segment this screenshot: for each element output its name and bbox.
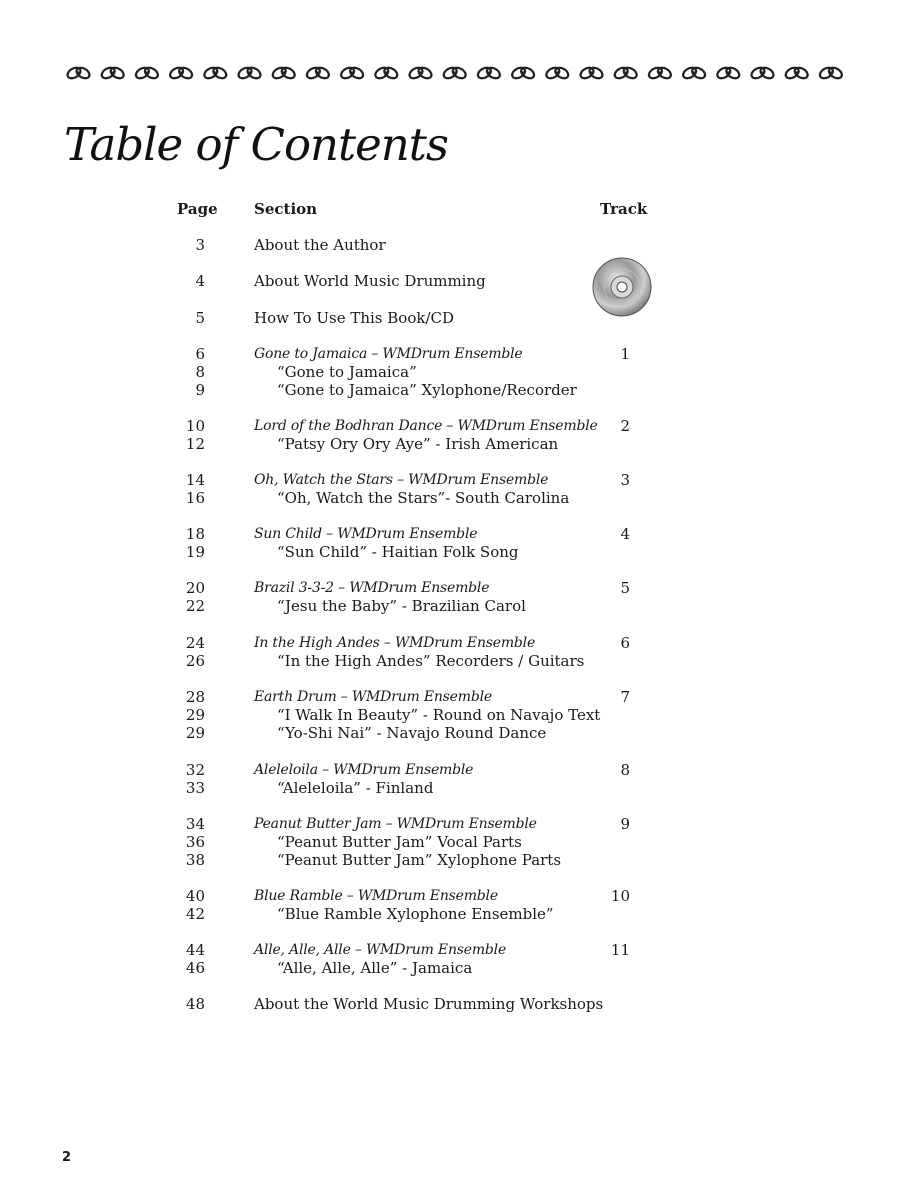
- toc-line: [0, 905, 900, 923]
- toc-line: [0, 652, 900, 670]
- column-header-page: Page: [177, 200, 218, 218]
- toc-entry: [0, 236, 900, 254]
- toc-line: [0, 761, 900, 779]
- toc-page-number: 6: [195, 345, 205, 363]
- toc-entry: [0, 634, 900, 670]
- toc-section-title: In the High Andes – WMDrum Ensemble: [254, 635, 536, 651]
- toc-section-title: Brazil 3-3-2 – WMDrum Ensemble: [254, 580, 490, 596]
- toc-page-number: 26: [185, 652, 205, 670]
- toc-subsection: “Gone to Jamaica”: [277, 363, 417, 381]
- toc-page-number: 16: [185, 489, 205, 507]
- toc-page-number: 8: [195, 363, 205, 381]
- toc-page-number: 46: [185, 959, 205, 977]
- toc-page-number: 18: [185, 525, 205, 543]
- toc-line: [0, 833, 900, 851]
- toc-line: [0, 309, 900, 327]
- toc-page-number: 29: [185, 706, 205, 724]
- toc-line: [0, 688, 900, 706]
- toc-line: [0, 272, 900, 290]
- toc-entry: [0, 761, 900, 797]
- toc-page-number: 32: [185, 761, 205, 779]
- border-ornament-icon: [66, 62, 844, 84]
- toc-section: About the Author: [254, 236, 386, 254]
- decorative-border: [66, 62, 844, 84]
- toc-page-number: 22: [185, 597, 205, 615]
- toc-track-number: 4: [620, 525, 630, 543]
- toc-track-number: 2: [620, 417, 630, 435]
- toc-section-title: Oh, Watch the Stars – WMDrum Ensemble: [254, 472, 549, 488]
- toc-entry: [0, 345, 900, 399]
- toc-line: [0, 543, 900, 561]
- toc-line: [0, 815, 900, 833]
- toc-section: About the World Music Drumming Workshops: [254, 995, 604, 1013]
- toc-section-title: Earth Drum – WMDrum Ensemble: [254, 689, 492, 705]
- toc-line: [0, 941, 900, 959]
- toc-section-title: Blue Ramble – WMDrum Ensemble: [254, 888, 498, 904]
- toc-page-number: 33: [185, 779, 205, 797]
- toc-page-number: 5: [195, 309, 205, 327]
- toc-subsection: “Patsy Ory Ory Aye” - Irish American: [277, 435, 559, 453]
- toc-subsection: “Gone to Jamaica” Xylophone/Recorder: [277, 381, 577, 399]
- toc-line: [0, 345, 900, 363]
- toc-subsection: “In the High Andes” Recorders / Guitars: [277, 652, 585, 670]
- toc-entry: [0, 815, 900, 869]
- toc-line: [0, 489, 900, 507]
- toc-track-number: 7: [620, 688, 630, 706]
- toc-entry: [0, 887, 900, 923]
- toc-page-number: 9: [195, 381, 205, 399]
- toc-section: How To Use This Book/CD: [254, 309, 455, 327]
- toc-entry: [0, 525, 900, 561]
- toc-page-number: 14: [185, 471, 205, 489]
- toc-subsection: “Yo-Shi Nai” - Navajo Round Dance: [277, 724, 547, 742]
- toc-entry: [0, 688, 900, 742]
- toc-section-title: Peanut Butter Jam – WMDrum Ensemble: [254, 816, 537, 832]
- column-header-track: Track: [600, 200, 648, 218]
- toc-subsection: “Peanut Butter Jam” Vocal Parts: [277, 833, 522, 851]
- toc-line: [0, 579, 900, 597]
- toc-line: [0, 471, 900, 489]
- toc-line: [0, 851, 900, 869]
- toc-track-number: 5: [620, 579, 630, 597]
- toc-track-number: 6: [620, 634, 630, 652]
- toc-page-number: 29: [185, 724, 205, 742]
- toc-line: [0, 417, 900, 435]
- toc-entry: [0, 309, 900, 327]
- toc-track-number: 1: [620, 345, 630, 363]
- toc-entry: [0, 471, 900, 507]
- toc-subsection: “Aleleloila” - Finland: [277, 779, 434, 797]
- toc-line: [0, 435, 900, 453]
- toc-subsection: “I Walk In Beauty” - Round on Navajo Text: [277, 706, 601, 724]
- toc-section-title: Gone to Jamaica – WMDrum Ensemble: [254, 346, 523, 362]
- toc-line: [0, 363, 900, 381]
- toc-line: [0, 887, 900, 905]
- toc-page-number: 20: [185, 579, 205, 597]
- toc-page-number: 10: [185, 417, 205, 435]
- toc-page-number: 42: [185, 905, 205, 923]
- toc-line: [0, 995, 900, 1013]
- toc-page-number: 48: [185, 995, 205, 1013]
- toc-section-title: Lord of the Bodhran Dance – WMDrum Ensemble: [254, 418, 598, 434]
- toc-page-number: 34: [185, 815, 205, 833]
- toc-section-title: Alle, Alle, Alle – WMDrum Ensemble: [254, 942, 507, 958]
- toc-page-number: 4: [195, 272, 205, 290]
- toc-track-number: 10: [610, 887, 630, 905]
- toc-track-number: 8: [620, 761, 630, 779]
- toc-section-title: Sun Child – WMDrum Ensemble: [254, 526, 478, 542]
- toc-track-number: 9: [620, 815, 630, 833]
- toc-line: [0, 724, 900, 742]
- toc-page-number: 36: [185, 833, 205, 851]
- page-title: Table of Contents: [64, 118, 448, 171]
- toc-page-number: 12: [185, 435, 205, 453]
- toc-entry: [0, 272, 900, 290]
- toc-page-number: 19: [185, 543, 205, 561]
- toc-page-number: 44: [185, 941, 205, 959]
- toc-subsection: “Alle, Alle, Alle” - Jamaica: [277, 959, 473, 977]
- toc-line: [0, 779, 900, 797]
- page-number: 2: [62, 1150, 72, 1165]
- toc-entry: [0, 995, 900, 1013]
- toc-line: [0, 959, 900, 977]
- toc-line: [0, 381, 900, 399]
- toc-section: About World Music Drumming: [254, 272, 486, 290]
- toc-line: [0, 634, 900, 652]
- toc-subsection: “Sun Child” - Haitian Folk Song: [277, 543, 519, 561]
- toc-subsection: “Peanut Butter Jam” Xylophone Parts: [277, 851, 562, 869]
- toc-page-number: 24: [185, 634, 205, 652]
- toc-subsection: “Jesu the Baby” - Brazilian Carol: [277, 597, 526, 615]
- toc-line: [0, 236, 900, 254]
- toc-page-number: 38: [185, 851, 205, 869]
- toc-page-number: 3: [195, 236, 205, 254]
- column-header-section: Section: [254, 200, 318, 218]
- toc-line: [0, 525, 900, 543]
- toc-entry: [0, 417, 900, 453]
- toc-line: [0, 597, 900, 615]
- toc-track-number: 11: [610, 941, 630, 959]
- toc-line: [0, 706, 900, 724]
- toc-page-number: 28: [185, 688, 205, 706]
- toc-page-number: 40: [185, 887, 205, 905]
- toc-entry: [0, 579, 900, 615]
- toc-track-number: 3: [620, 471, 630, 489]
- toc-section-title: Aleleloila – WMDrum Ensemble: [254, 762, 474, 778]
- toc-subsection: “Oh, Watch the Stars”- South Carolina: [277, 489, 570, 507]
- toc-subsection: “Blue Ramble Xylophone Ensemble”: [277, 905, 554, 923]
- toc-entry: [0, 941, 900, 977]
